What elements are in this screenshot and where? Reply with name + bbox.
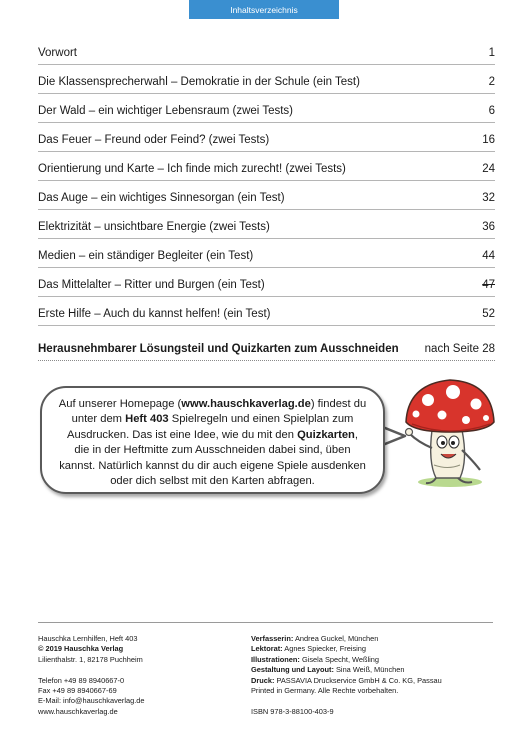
- toc-entry-page: 47: [482, 279, 495, 291]
- credit-label: Gestaltung und Layout:: [251, 665, 334, 675]
- section-tab: [189, 0, 339, 19]
- speech-bubble: [40, 386, 385, 494]
- toc-entry-page: 52: [482, 308, 495, 320]
- heft-number: Heft 403: [125, 413, 169, 426]
- credit-print: [251, 676, 496, 686]
- toc-entry-title: Das Feuer – Freund oder Feind? (zwei Tests): [38, 134, 270, 146]
- quizkarten-label: Quizkarten: [297, 428, 355, 441]
- toc-entry-title: Elektrizität – unsichtbare Energie (zwei Tests): [38, 221, 270, 233]
- copyright-line: © 2019 Hauschka Verlag: [38, 644, 124, 654]
- toc-entry[interactable]: [38, 65, 495, 94]
- toc-entry-page: 44: [482, 250, 495, 262]
- bubble-text: ) findest du unter dem: [71, 398, 367, 426]
- toc-entry-page: 24: [482, 163, 495, 175]
- toc-entry-page: 2: [488, 76, 495, 88]
- toc-entry-page: 16: [482, 134, 495, 146]
- toc-entry[interactable]: [38, 268, 495, 297]
- bubble-text: , die in der Heftmitte zum Ausschneiden dabei sind, üben kannst. Natürlich kannst du dir auch eigene Spiele ausdenken oder dich selbst mit den Karten abfragen.: [59, 428, 366, 488]
- toc-entry-page: 36: [482, 221, 495, 233]
- toc-entry[interactable]: [38, 181, 495, 210]
- credit-author: [251, 634, 496, 644]
- toc-entry-solutions[interactable]: [38, 332, 495, 361]
- footer-divider: [38, 622, 493, 623]
- rights-line: Printed in Germany. Alle Rechte vorbehalten.: [251, 686, 399, 696]
- toc-entry[interactable]: [38, 297, 495, 326]
- fax-line: Fax +49 89 8940667-69: [38, 686, 117, 696]
- toc-entry-title: Medien – ein ständiger Begleiter (ein Test): [38, 250, 254, 262]
- toc-entry-page: 6: [488, 105, 495, 117]
- credit-value: Sina Weiß, München: [336, 665, 405, 675]
- credit-value: Agnes Spiecker, Freising: [284, 644, 367, 654]
- toc-entry-page: nach Seite 28: [424, 343, 495, 355]
- email-line[interactable]: E-Mail: info@hauschkaverlag.de: [38, 696, 145, 706]
- credit-value: Gisela Specht, Weßling: [301, 654, 380, 664]
- credit-label: Verfasserin:: [251, 634, 294, 643]
- toc-entry-page: 1: [488, 47, 495, 59]
- isbn-line: ISBN 978-3-88100-403-9: [251, 706, 334, 716]
- toc-entry-title: Orientierung und Karte – Ich finde mich zurecht! (zwei Tests): [38, 163, 346, 175]
- toc-entry-title: Vorwort: [38, 47, 77, 59]
- toc-entry-title: Das Mittelalter – Ritter und Burgen (ein Test): [38, 279, 265, 291]
- toc-entry-title: Die Klassensprecherwahl – Demokratie in der Schule (ein Test): [38, 76, 360, 88]
- credit-editor: [251, 644, 496, 654]
- toc-entry-page: 32: [482, 192, 495, 204]
- homepage-link[interactable]: www.hauschkaverlag.de: [181, 398, 311, 410]
- toc-entry-title: Das Auge – ein wichtiges Sinnesorgan (ein Test): [38, 192, 285, 204]
- series-line: Hauschka Lernhilfen, Heft 403: [38, 634, 138, 643]
- toc-entry[interactable]: [38, 36, 495, 65]
- toc-entry[interactable]: [38, 239, 495, 268]
- toc-entry-title: Erste Hilfe – Auch du kannst helfen! (ein Test): [38, 308, 271, 320]
- website-line[interactable]: www.hauschkaverlag.de: [38, 706, 118, 716]
- toc-entry[interactable]: [38, 123, 495, 152]
- credit-illustrations: [251, 655, 496, 665]
- credit-label: Lektorat:: [251, 644, 283, 654]
- table-of-contents: [38, 36, 495, 361]
- bubble-text: Auf unserer Homepage (: [58, 398, 182, 410]
- credit-label: Illustrationen:: [251, 654, 300, 664]
- bubble-text: Spielregeln und einen Spielplan zum Ausdrucken. Das ist eine Idee, wie du mit den: [66, 413, 354, 441]
- toc-entry[interactable]: [38, 94, 495, 123]
- phone-line: Telefon +49 89 8940667-0: [38, 675, 125, 685]
- toc-entry[interactable]: [38, 210, 495, 239]
- credit-value: Andrea Guckel, München: [294, 634, 379, 643]
- credit-value: PASSAVIA Druckservice GmbH & Co. KG, Passau: [276, 675, 442, 685]
- credit-label: Druck:: [251, 675, 275, 685]
- credit-design: [251, 665, 496, 675]
- publisher-info: [38, 634, 243, 717]
- section-tab-label: Inhaltsverzeichnis: [230, 4, 298, 15]
- mushroom-mascot-icon: [398, 370, 498, 490]
- address-line: Lilienthalstr. 1, 82178 Puchheim: [38, 654, 143, 664]
- toc-entry-title: Herausnehmbarer Lösungsteil und Quizkarten zum Ausschneiden: [38, 343, 399, 355]
- credits: [251, 634, 496, 717]
- toc-entry[interactable]: [38, 152, 495, 181]
- toc-entry-title: Der Wald – ein wichtiger Lebensraum (zwei Tests): [38, 105, 294, 117]
